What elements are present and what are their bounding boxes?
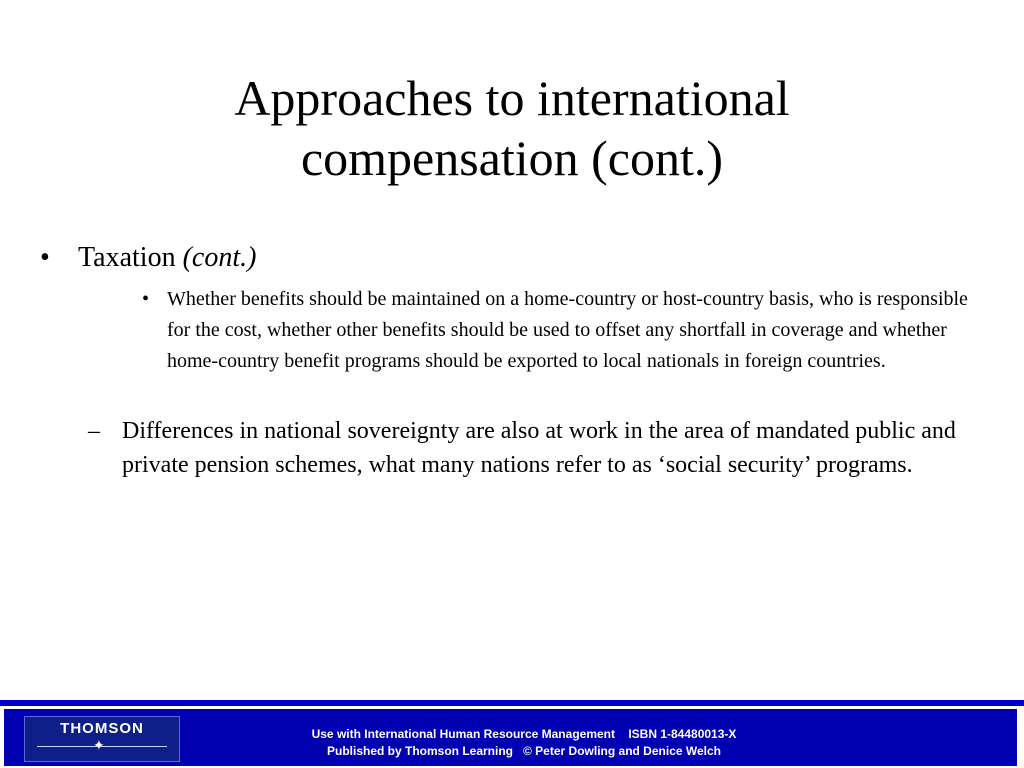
bullet-italic-text: (cont.) <box>182 242 257 273</box>
bullet-benefits <box>142 284 992 377</box>
footer-line-1: Use with International Human Resource Management ISBN 1-84480013-X <box>311 727 737 741</box>
bullet-marker: • <box>40 242 50 273</box>
bullet-text: Taxation <box>78 242 183 273</box>
dash-marker: – <box>88 418 100 444</box>
bullet-taxation <box>40 238 256 278</box>
footer-credits <box>224 726 824 760</box>
bullet-text: Whether benefits should be maintained on a home-country or host-country basis, who is responsible for the cost, whether other benefits should be used to offset any shortfall in coverage and whether home-country benefit programs should be exported to local nationals in foreign countries. <box>167 288 968 372</box>
slide-title-line-1: Approaches to international <box>234 70 790 126</box>
bullet-text: Differences in national sovereignty are also at work in the area of mandated public and private pension schemes, what many nations refer to as ‘social security’ programs. <box>122 418 956 478</box>
footer-line-2: Published by Thomson Learning © Peter Dowling and Denice Welch <box>326 744 721 758</box>
slide-title-line-2: compensation (cont.) <box>300 130 724 186</box>
bullet-sovereignty <box>88 414 998 482</box>
thomson-logo <box>24 716 180 762</box>
slide-title <box>0 68 1024 188</box>
footer-bar <box>0 700 1024 768</box>
logo-text: THOMSON <box>60 720 144 737</box>
star-icon: ✦ <box>93 739 105 754</box>
bullet-marker: • <box>142 288 150 310</box>
footer-panel <box>4 709 1017 766</box>
